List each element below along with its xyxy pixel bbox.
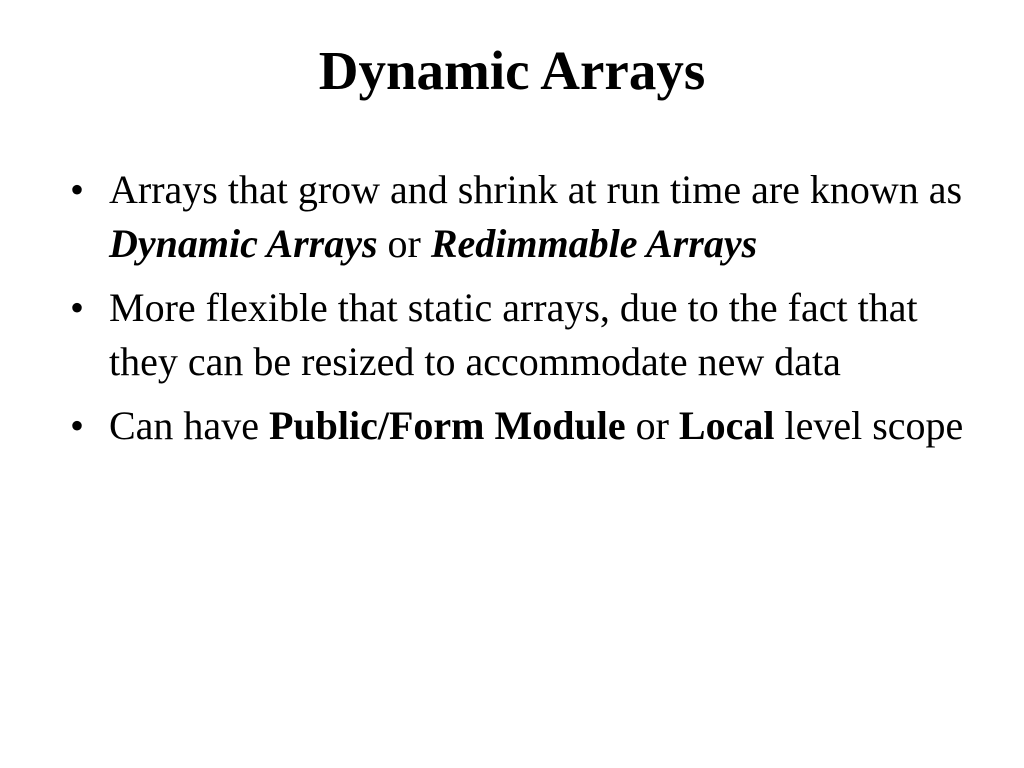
term-public-form-module: Public/Form Module — [268, 403, 626, 448]
bullet-text-segment: More flexible that static arrays, due to the fact that they can be resized to accommodate new data — [109, 285, 918, 384]
bullet-item — [70, 281, 980, 389]
bullet-text — [109, 285, 918, 384]
term-local: Local — [678, 403, 775, 448]
slide-title: Dynamic Arrays — [318, 40, 706, 101]
bullet-item — [70, 163, 980, 271]
bullet-text-segment: or — [625, 403, 679, 448]
bullet-text-segment: level scope — [774, 403, 964, 448]
bullet-text — [109, 167, 962, 266]
bullet-text-segment: Arrays that grow and shrink at run time are known as — [109, 167, 963, 212]
bullet-list — [70, 163, 980, 463]
bullet-text — [109, 403, 963, 448]
bullet-icon: • — [70, 403, 85, 448]
term-dynamic-arrays: Dynamic Arrays — [109, 221, 378, 266]
bullet-icon: • — [70, 167, 85, 212]
term-redimmable-arrays: Redimmable Arrays — [430, 221, 758, 266]
bullet-item — [70, 399, 980, 453]
bullet-text-segment: Can have — [109, 403, 269, 448]
bullet-icon: • — [70, 285, 85, 330]
bullet-text-segment: or — [377, 221, 431, 266]
